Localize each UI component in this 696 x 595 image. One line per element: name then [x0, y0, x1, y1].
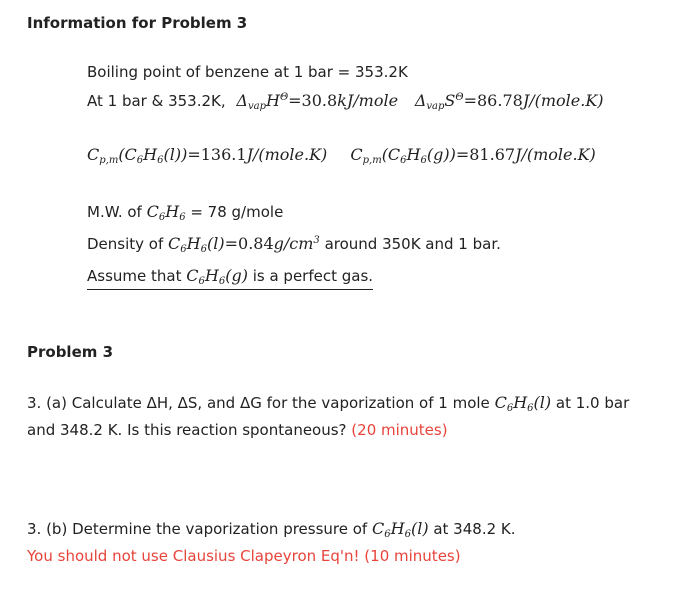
molecular-weight-line: [87, 202, 283, 223]
enthalpy-vaporization: $\Delta_{vap}H^\Theta=30.8kJ$/mole: [236, 91, 399, 112]
density-label: Density of: [87, 235, 164, 253]
info-title: Information for Problem 3: [27, 14, 248, 32]
assumption-line: [87, 266, 373, 290]
problem-title: Problem 3: [27, 343, 114, 361]
benzene-gas-formula: $C_6H_6(g)$: [186, 266, 248, 287]
boiling-point-line: Boiling point of benzene at 1 bar = 353.2K: [87, 63, 408, 81]
assumption-pre: Assume that: [87, 267, 182, 285]
entropy-vaporization: $\Delta_{vap}S^\Theta=86.78J/(mole.K)$: [414, 91, 604, 112]
mw-label: M.W. of: [87, 203, 142, 221]
heat-capacity-gas: $C_{p,m}(C_6H_6(g))=81.67J/(mole.K)$: [350, 145, 596, 166]
heat-capacity-liquid: $C_{p,m}(C_6H_6(l))=136.1J/(mole.K)$: [87, 145, 328, 166]
assumption-post: is a perfect gas.: [252, 267, 374, 285]
part-a-question: and 348.2 K. Is this reaction spontaneous?: [27, 421, 347, 439]
benzene-liquid-formula: $C_6H_6(l)$: [494, 393, 552, 414]
part-a-tail: at 1.0 bar: [555, 394, 630, 412]
density-tail: around 350K and 1 bar.: [324, 235, 501, 253]
benzene-liquid-formula: $C_6H_6(l)=0.84g/cm^3$: [168, 234, 320, 255]
part-b-note: You should not use Clausius Clapeyron Eq'n! (10 minutes): [27, 547, 461, 565]
part-a-line2: [27, 421, 448, 439]
conditions-label: At 1 bar & 353.2K,: [87, 92, 226, 110]
part-b-text: 3. (b) Determine the vaporization pressure of: [27, 520, 368, 538]
heat-capacity-line: [87, 145, 596, 166]
benzene-formula: $C_6H_6$: [146, 202, 186, 223]
density-line: [87, 234, 501, 255]
part-b-tail: at 348.2 K.: [433, 520, 516, 538]
benzene-liquid-formula: $C_6H_6(l)$: [372, 519, 429, 540]
part-b-line1: [27, 519, 516, 540]
conditions-line: [87, 91, 604, 112]
part-a-text: 3. (a) Calculate ΔH, ΔS, and ΔG for the vaporization of 1 mole: [27, 394, 490, 412]
part-a-time: (20 minutes): [351, 421, 448, 439]
mw-value: = 78 g/mole: [190, 203, 284, 221]
part-a-line1: [27, 393, 629, 414]
